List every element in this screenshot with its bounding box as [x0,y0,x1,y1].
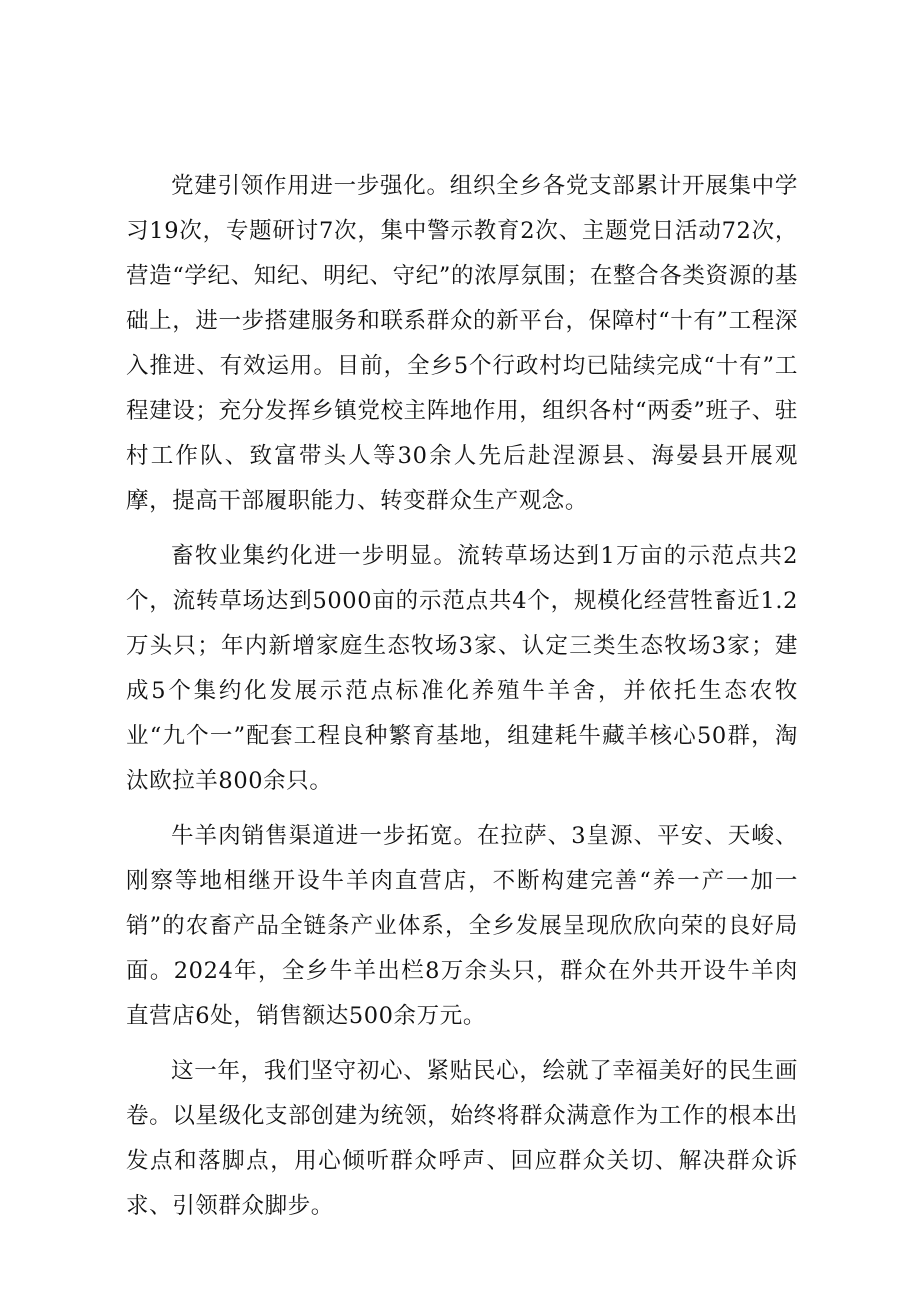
document-body [126,164,798,1229]
paragraph-livestock-intensification: 畜牧业集约化进一步明显。流转草场达到1万亩的示范点共2个，流转草场达到5000亩的示范点共4个，规模化经营牲畜近1.2万头只；年内新增家庭生态牧场3家、认定三类生态牧场3家；建成5个集约化发展示范点标准化养殖牛羊舍，并依托生态农牧业“九个一”配套工程良种繁育基地，组建耗牛藏羊核心50群，淘汰欧拉羊800余只。 [126,543,798,794]
paragraph-livelihood: 这一年，我们坚守初心、紧贴民心，绘就了幸福美好的民生画卷。以星级化支部创建为统领，始终将群众满意作为工作的根本出发点和落脚点，用心倾听群众呼声、回应群众关切、解决群众诉求、引领群众脚步。 [126,1058,798,1219]
paragraph-meat-sales-channels: 牛羊肉销售渠道进一步拓宽。在拉萨、3皇源、平安、天峻、刚察等地相继开设牛羊肉直营店，不断构建完善“养一产一加一销”的农畜产品全链条产业体系，全乡发展呈现欣欣向荣的良好局面。2024年，全乡牛羊出栏8万余头只，群众在外共开设牛羊肉直营店6处，销售额达500余万元。 [126,823,798,1029]
paragraph-party-building: 党建引领作用进一步强化。组织全乡各党支部累计开展集中学习19次，专题研讨7次，集中警示教育2次、主题党日活动72次，营造“学纪、知纪、明纪、守纪”的浓厚氛围；在整合各类资源的基础上，进一步搭建服务和联系群众的新平台，保障村“十有”工程深入推进、有效运用。目前，全乡5个行政村均已陆续完成“十有”工程建设；充分发挥乡镇党校主阵地作用，组织各村“两委”班子、驻村工作队、致富带头人等30余人先后赴涅源县、海晏县开展观摩，提高干部履职能力、转变群众生产观念。 [126,173,798,514]
